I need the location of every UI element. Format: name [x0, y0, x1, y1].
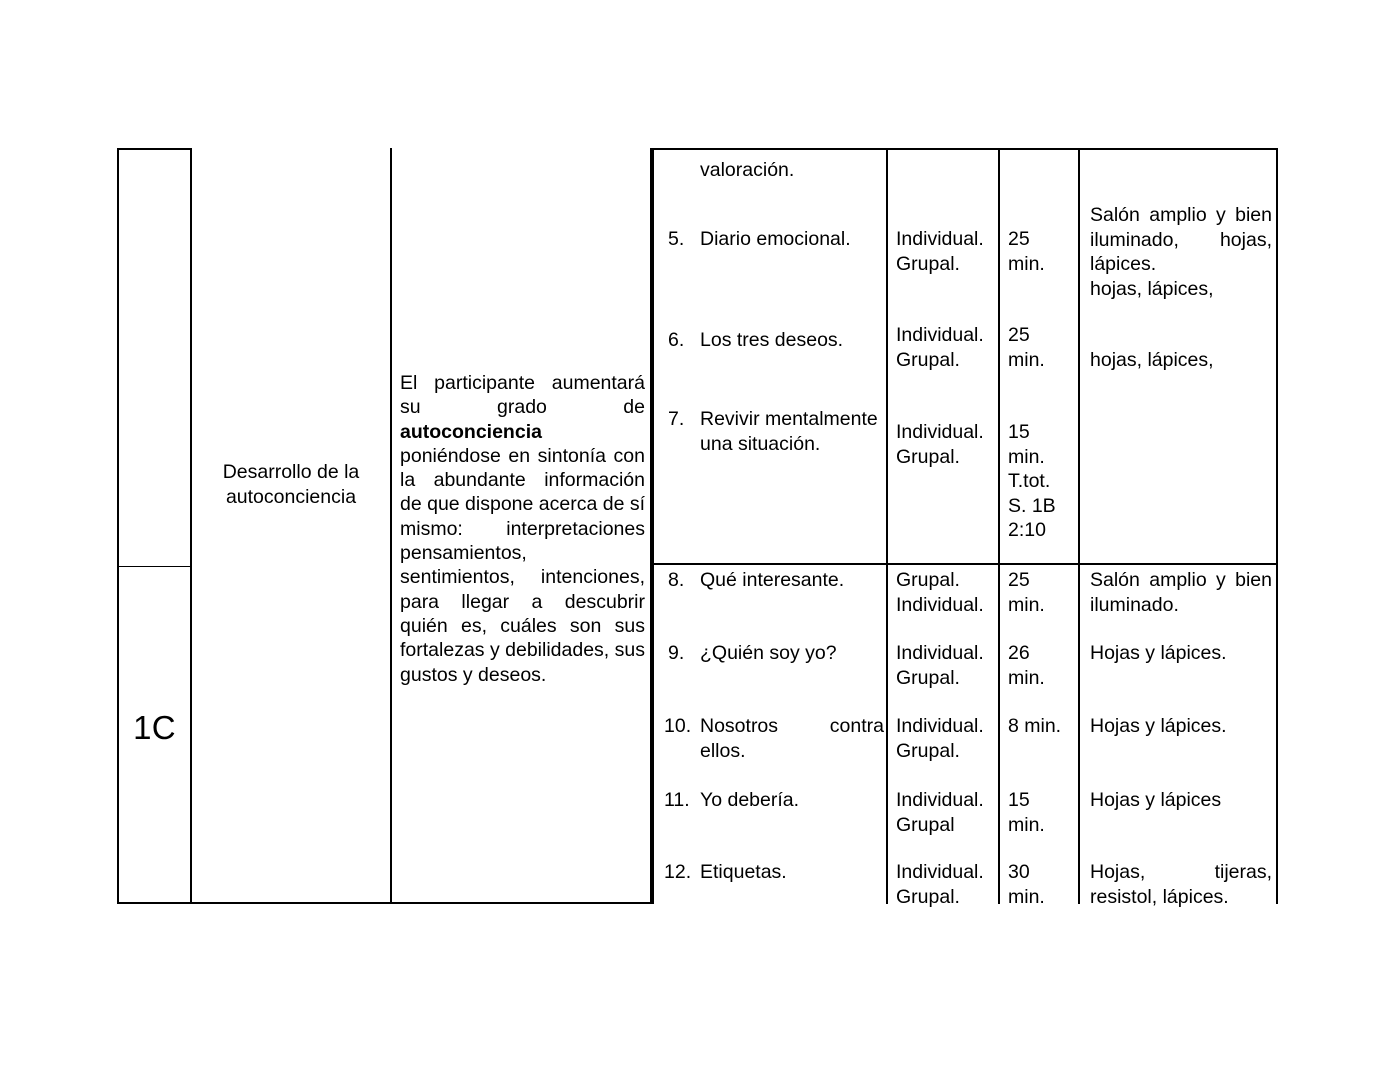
time-line-1: 15: [1008, 421, 1030, 443]
activity-name: Yo debería.: [700, 789, 800, 811]
program-code: 1C: [133, 708, 176, 746]
modality-cell: [890, 420, 996, 469]
program-name-cell: [192, 148, 392, 904]
resources-cell: [1082, 641, 1276, 666]
continued-activity-text: [654, 158, 884, 183]
resources-text: Salón amplio y bien iluminado.: [1090, 569, 1272, 616]
modality-line-2: Grupal.: [896, 252, 960, 275]
resources-text-extra: hojas, lápices,: [1090, 277, 1214, 300]
modality-line-2: Individual.: [896, 593, 984, 616]
time-line-1: 30: [1008, 861, 1030, 883]
list-item: [654, 407, 884, 456]
activity-name: ¿Quién soy yo?: [700, 642, 837, 664]
column-divider-time: [998, 148, 1000, 904]
resources-cell: [1082, 714, 1276, 739]
modality-line-1: Individual.: [896, 642, 984, 664]
time-cell: [1002, 568, 1076, 617]
time-line-2: min.: [1008, 593, 1045, 616]
code-cell: [117, 567, 192, 904]
activity-number: 10.: [664, 715, 692, 737]
activity-number: 7.: [668, 408, 685, 430]
activity-name: Qué interesante.: [700, 569, 845, 591]
time-cell: [1002, 860, 1076, 909]
resources-cell: [1082, 860, 1276, 909]
time-session-label: S. 1B: [1008, 494, 1056, 517]
time-line-1: 25: [1008, 228, 1030, 250]
activity-name: Etiquetas.: [700, 861, 787, 883]
activity-name: Los tres deseos.: [700, 329, 844, 351]
modality-cell: [890, 323, 996, 372]
time-line-1: 26: [1008, 642, 1030, 664]
list-item: [654, 788, 884, 813]
time-cell: [1002, 420, 1076, 543]
resources-text: hojas, lápices,: [1090, 349, 1214, 371]
list-item: [654, 568, 884, 593]
time-cell: [1002, 641, 1076, 690]
activity-name: valoración.: [700, 159, 795, 181]
resources-text: Hojas y lápices: [1090, 789, 1222, 811]
row-group-divider: [652, 563, 1278, 565]
time-total-value: 2:10: [1008, 519, 1046, 541]
resources-cell: [1082, 568, 1276, 617]
modality-cell: [890, 860, 996, 909]
time-line-1: 15: [1008, 789, 1030, 811]
activities-table: [117, 148, 1278, 908]
time-line-2: min.: [1008, 813, 1045, 836]
column-divider-modality: [886, 148, 888, 904]
resources-text: Hojas y lápices.: [1090, 715, 1227, 737]
modality-line-1: Individual.: [896, 228, 984, 250]
time-cell: [1002, 227, 1076, 276]
time-cell: [1002, 714, 1076, 739]
time-total-label: T.tot.: [1008, 470, 1051, 492]
modality-line-2: Grupal.: [896, 666, 960, 689]
time-line-1: 25: [1008, 324, 1030, 346]
objective-cell: [392, 148, 652, 904]
time-line-2: min.: [1008, 348, 1045, 371]
objective-keyword: autoconciencia: [400, 420, 542, 443]
modality-cell: [890, 641, 996, 690]
activity-name: Revivir mentalmente una situación.: [700, 408, 878, 455]
modality-line-1: Grupal.: [896, 569, 960, 591]
resources-cell: [1082, 203, 1276, 301]
modality-line-2: Grupal.: [896, 885, 960, 908]
list-item: [654, 227, 884, 252]
objective-text: [400, 371, 645, 687]
objective-lead: El participante aumentará su grado de: [400, 372, 645, 419]
modality-line-2: Grupal.: [896, 445, 960, 468]
time-line-2: min.: [1008, 252, 1045, 275]
activity-number: 9.: [668, 642, 685, 664]
resources-text: Hojas y lápices.: [1090, 642, 1227, 664]
modality-line-1: Individual.: [896, 789, 984, 811]
column-divider-resources: [1078, 148, 1080, 904]
modality-line-2: Grupal.: [896, 739, 960, 762]
list-item: [654, 714, 884, 763]
time-line-1: 25: [1008, 569, 1030, 591]
activity-number: 11.: [664, 789, 690, 811]
modality-cell: [890, 788, 996, 837]
program-name-label: Desarrollo de la autoconciencia: [222, 461, 360, 508]
resources-cell: [1082, 348, 1276, 373]
modality-line-1: Individual.: [896, 324, 984, 346]
time-line-2: min.: [1008, 445, 1045, 468]
time-cell: [1002, 788, 1076, 837]
list-item: [654, 328, 884, 353]
activity-number: 8.: [668, 569, 685, 591]
time-line-2: min.: [1008, 666, 1045, 689]
code-cell-empty-top: [117, 148, 192, 567]
resources-cell: [1082, 788, 1276, 813]
modality-line-1: Individual.: [896, 861, 984, 883]
resources-text: Salón amplio y bien iluminado, hojas, lápices.: [1090, 204, 1272, 275]
modality-cell: [890, 714, 996, 763]
activity-number: 12.: [664, 861, 692, 883]
time-line-1: 8 min.: [1008, 715, 1062, 737]
activity-number: 5.: [668, 228, 685, 250]
modality-line-1: Individual.: [896, 421, 984, 443]
resources-text: Hojas, tijeras, resistol, lápices.: [1090, 861, 1272, 908]
modality-cell: [890, 227, 996, 276]
time-cell: [1002, 323, 1076, 372]
modality-line-2: Grupal: [896, 813, 955, 836]
objective-rest: poniéndose en sintonía con la abundante información de que dispone acerca de sí mismo: interpretaciones pensamientos, sentimientos, intenciones, para llegar a descubrir quién es, cuáles son sus fortalezas y debilidades, sus gustos y deseos.: [400, 444, 646, 686]
time-line-2: min.: [1008, 885, 1045, 908]
list-item: [654, 860, 884, 885]
activity-name: Nosotros contra ellos.: [700, 715, 884, 762]
activity-name: Diario emocional.: [700, 228, 851, 250]
modality-line-1: Individual.: [896, 715, 984, 737]
modality-line-2: Grupal.: [896, 348, 960, 371]
list-item: [654, 641, 884, 666]
activity-number: 6.: [668, 329, 685, 351]
modality-cell: [890, 568, 996, 617]
list-item: [654, 158, 884, 183]
